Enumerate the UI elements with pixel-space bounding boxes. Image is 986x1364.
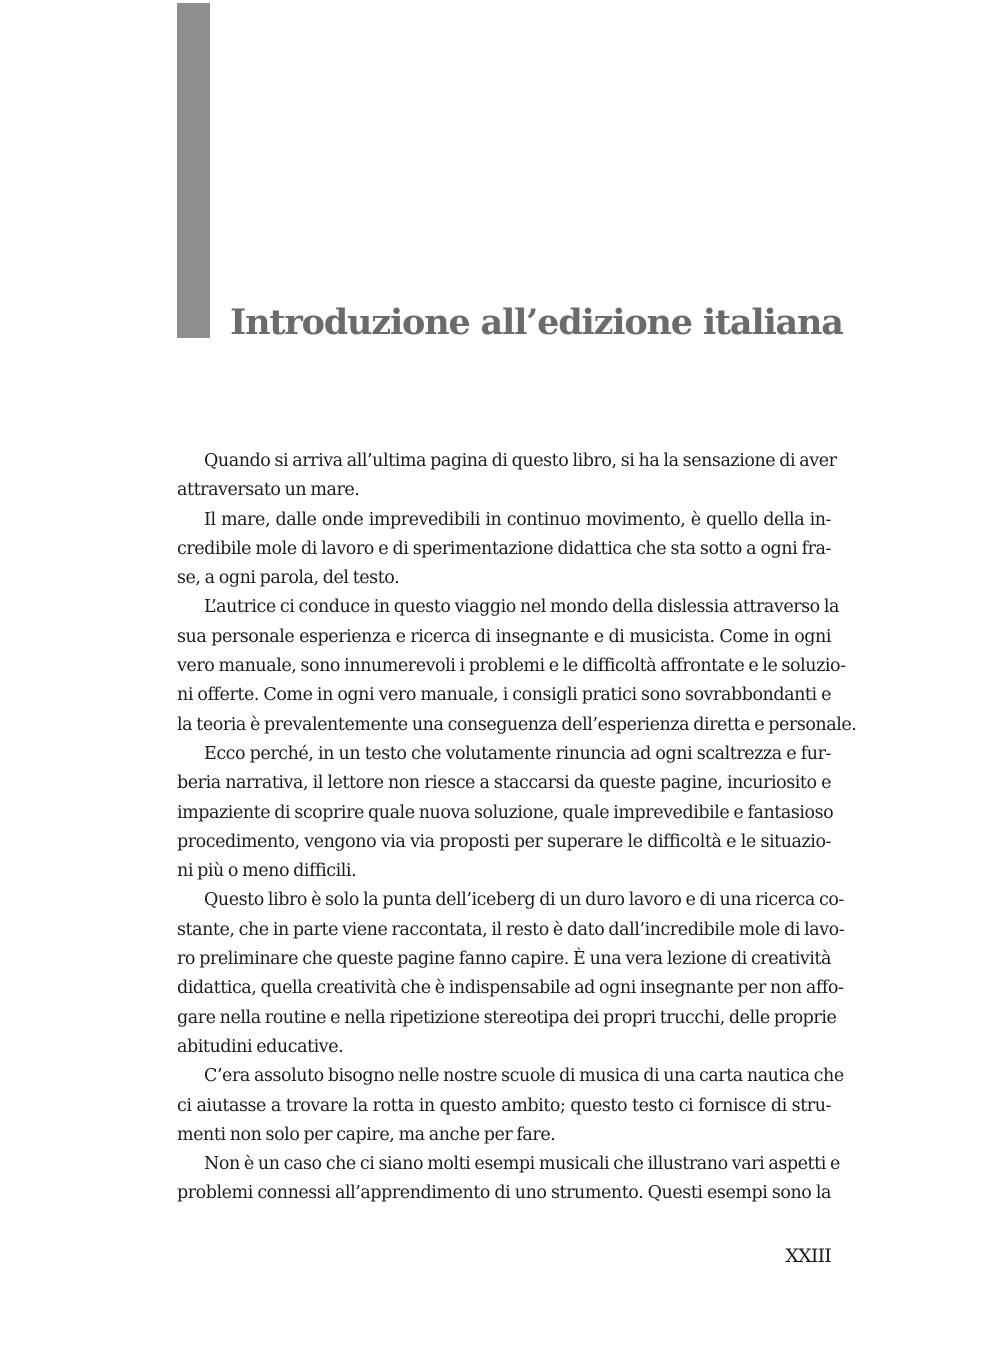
page-number: XXIII (785, 1245, 831, 1267)
paragraph (177, 1150, 840, 1209)
text-line: vero manuale, sono innumerevoli i problemi e le difficoltà affrontate e le soluzio- (177, 656, 846, 677)
paragraph (177, 506, 831, 594)
paragraph (177, 447, 837, 506)
text-line: ni offerte. Come in ogni vero manuale, i consigli pratici sono sovrabbondanti e (177, 685, 831, 706)
text-line: beria narrativa, il lettore non riesce a staccarsi da queste pagine, incuriosito e (177, 773, 831, 794)
text-line: Il mare, dalle onde imprevedibili in continuo movimento, è quello della in- (204, 509, 831, 530)
text-line: attraversato un mare. (177, 480, 360, 501)
text-line: stante, che in parte viene raccontata, il resto è dato dall’incredibile mole di lavo- (177, 919, 845, 940)
text-line: ro preliminare che queste pagine fanno capire. È una vera lezione di creatività (177, 949, 831, 970)
paragraph (177, 886, 845, 1062)
text-line: problemi connessi all’apprendimento di uno strumento. Questi esempi sono la (177, 1183, 831, 1204)
text-line: procedimento, vengono via via proposti per superare le difficoltà e le situazio- (177, 831, 831, 852)
paragraph (177, 593, 857, 739)
text-line: ni più o meno difficili. (177, 861, 357, 882)
chapter-marker-bar (177, 3, 210, 338)
paragraph (177, 740, 834, 886)
text-line: se, a ogni parola, del testo. (177, 568, 400, 589)
text-line: gare nella routine e nella ripetizione stereotipa dei propri trucchi, delle proprie (177, 1007, 837, 1028)
text-line: C’era assoluto bisogno nelle nostre scuole di musica di una carta nautica che (204, 1066, 844, 1087)
text-line: menti non solo per capire, ma anche per fare. (177, 1124, 556, 1145)
text-line: ci aiutasse a trovare la rotta in questo ambito; questo testo ci fornisce di stru- (177, 1095, 831, 1116)
text-line: credibile mole di lavoro e di sperimentazione didattica che sta sotto a ogni fra- (177, 538, 831, 559)
paragraph (177, 1062, 844, 1150)
text-line: abitudini educative. (177, 1036, 344, 1057)
text-line: didattica, quella creatività che è indispensabile ad ogni insegnante per non affo- (177, 978, 844, 999)
text-line: la teoria è prevalentemente una conseguenza dell’esperienza diretta e personale. (177, 714, 857, 735)
text-line: sua personale esperienza e ricerca di insegnante e di musicista. Come in ogni (177, 626, 831, 647)
text-line: impaziente di scoprire quale nuova soluzione, quale imprevedibile e fantasioso (177, 802, 834, 823)
text-line: Ecco perché, in un testo che volutamente rinuncia ad ogni scaltrezza e fur- (204, 743, 831, 764)
text-line: Non è un caso che ci siano molti esempi musicali che illustrano vari aspetti e (204, 1154, 840, 1175)
text-line: Questo libro è solo la punta dell’iceberg di un duro lavoro e di una ricerca co- (204, 890, 844, 911)
body-text (177, 447, 857, 1209)
text-line: Quando si arriva all’ultima pagina di questo libro, si ha la sensazione di aver (204, 451, 837, 471)
text-line: L’autrice ci conduce in questo viaggio nel mondo della dislessia attraverso la (204, 597, 839, 618)
chapter-title: Introduzione all’edizione italiana (230, 302, 843, 343)
